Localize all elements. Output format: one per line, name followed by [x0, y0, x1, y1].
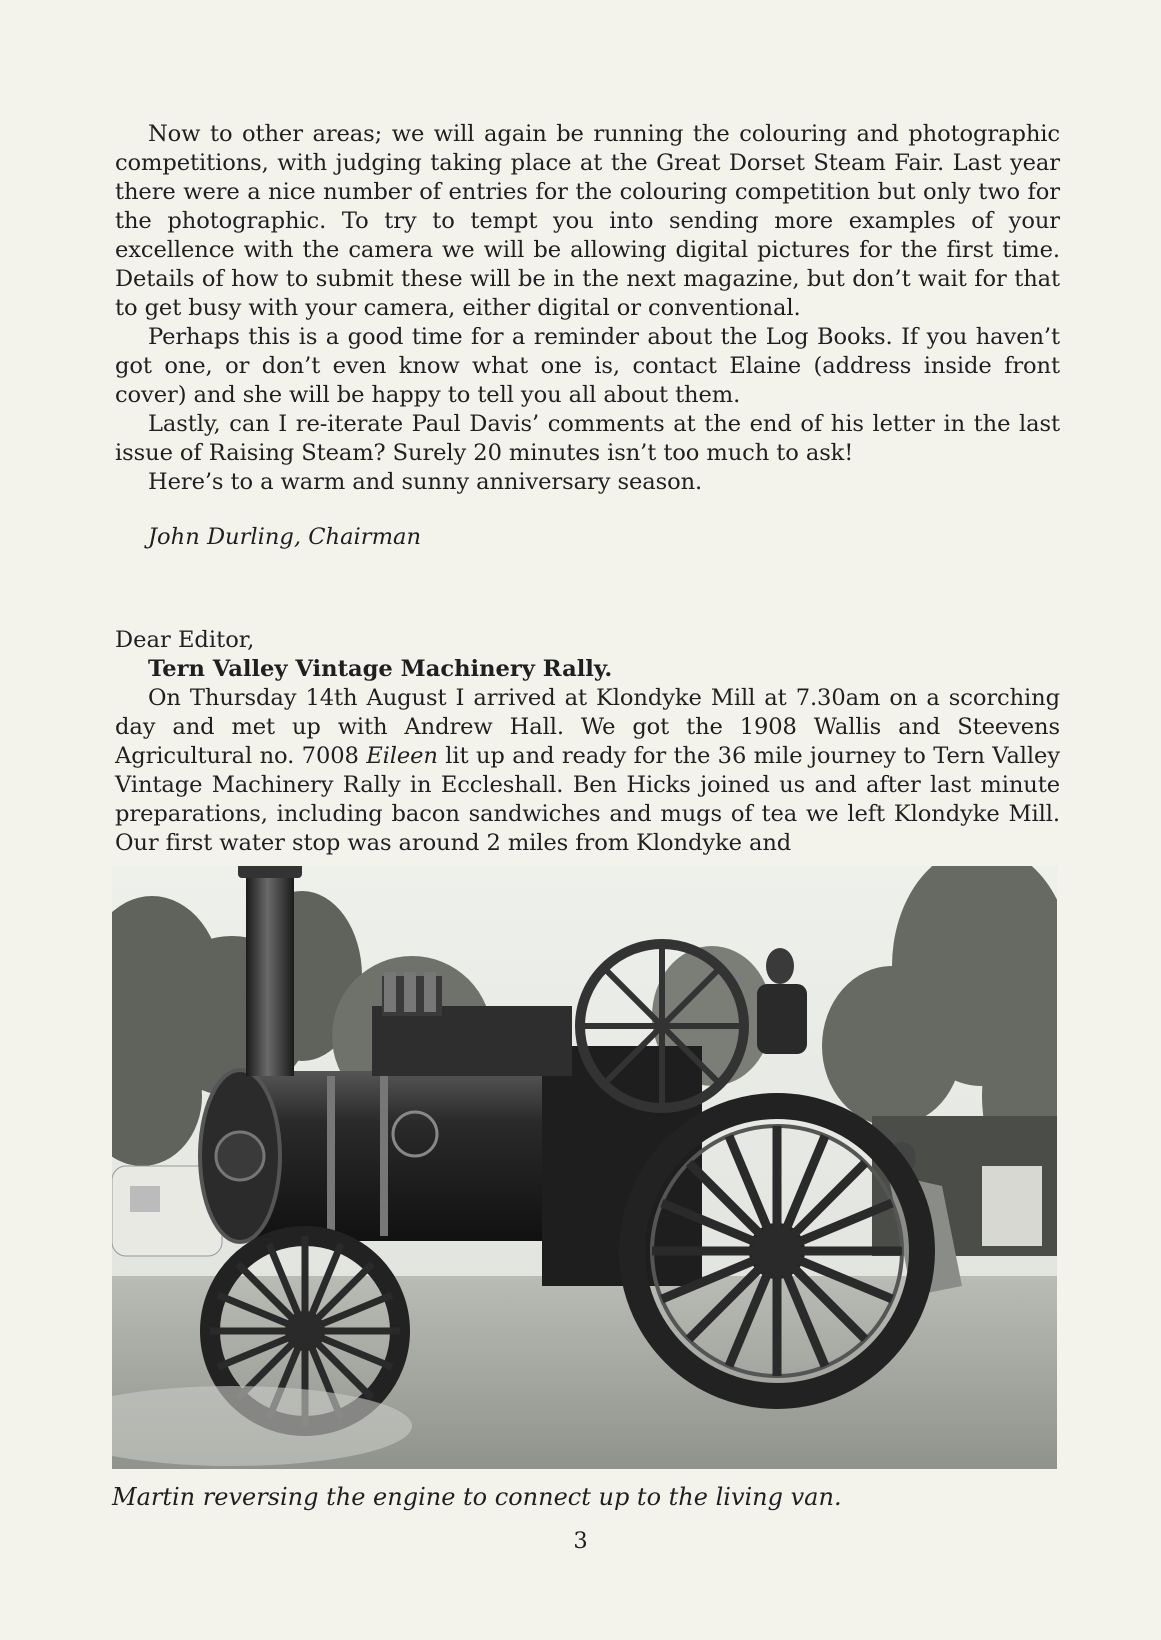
letter-body-part1: On Thursday 14th August I arrived at Klondyke Mill at 7.30am on a scorching day and met up with Andrew Hall. We got the 1908 Wallis and Steevens Agricultural no. 7008: [115, 685, 1060, 769]
rear-wheel: [632, 1106, 922, 1396]
chairman-paragraph-3: Lastly, can I re-iterate Paul Davis’ comments at the end of his letter in the last issue of Raising Steam? Surely 20 minutes isn’t too much to ask!: [115, 411, 1060, 466]
traction-engine-photo: [112, 866, 1057, 1469]
chairman-paragraph-4: Here’s to a warm and sunny anniversary season.: [148, 469, 703, 495]
letter-heading: Tern Valley Vintage Machinery Rally.: [148, 656, 613, 682]
letter-body: [115, 684, 1060, 858]
letter-salutation: Dear Editor,: [115, 627, 255, 653]
chairman-signature: John Durling, Chairman: [148, 524, 422, 550]
chimney: [246, 866, 294, 1076]
letter-body-part2: lit up and ready for the 36 mile journey to Tern Valley Vintage Machinery Rally in Eccleshall. Ben Hicks joined us and after last minute preparations, including bacon sandwiches and mugs of tea we left Klondyke Mill. Our first water stop was around 2 miles from Klondyke and: [115, 743, 1060, 856]
engine-name: Eileen: [366, 743, 438, 769]
page-content: [115, 120, 1060, 858]
chairman-paragraph-2: Perhaps this is a good time for a reminder about the Log Books. If you haven’t got one, or don’t even know what one is, contact Elaine (address inside front cover) and she will be happy to tell you all about them.: [115, 324, 1060, 408]
page-number: 3: [573, 1528, 588, 1554]
chairman-paragraph-1: Now to other areas; we will again be running the colouring and photographic competitions, with judging taking place at the Great Dorset Steam Fair. Last year there were a nice number of entries for the colouring competition but only two for the photographic. To try to tempt you into sending more examples of your excellence with the camera we will be allowing digital pictures for the first time. Details of how to submit these will be in the next magazine, but don’t wait for that to get busy with your camera, either digital or conventional.: [115, 121, 1060, 321]
photo-caption: Martin reversing the engine to connect up to the living van.: [112, 1483, 842, 1511]
